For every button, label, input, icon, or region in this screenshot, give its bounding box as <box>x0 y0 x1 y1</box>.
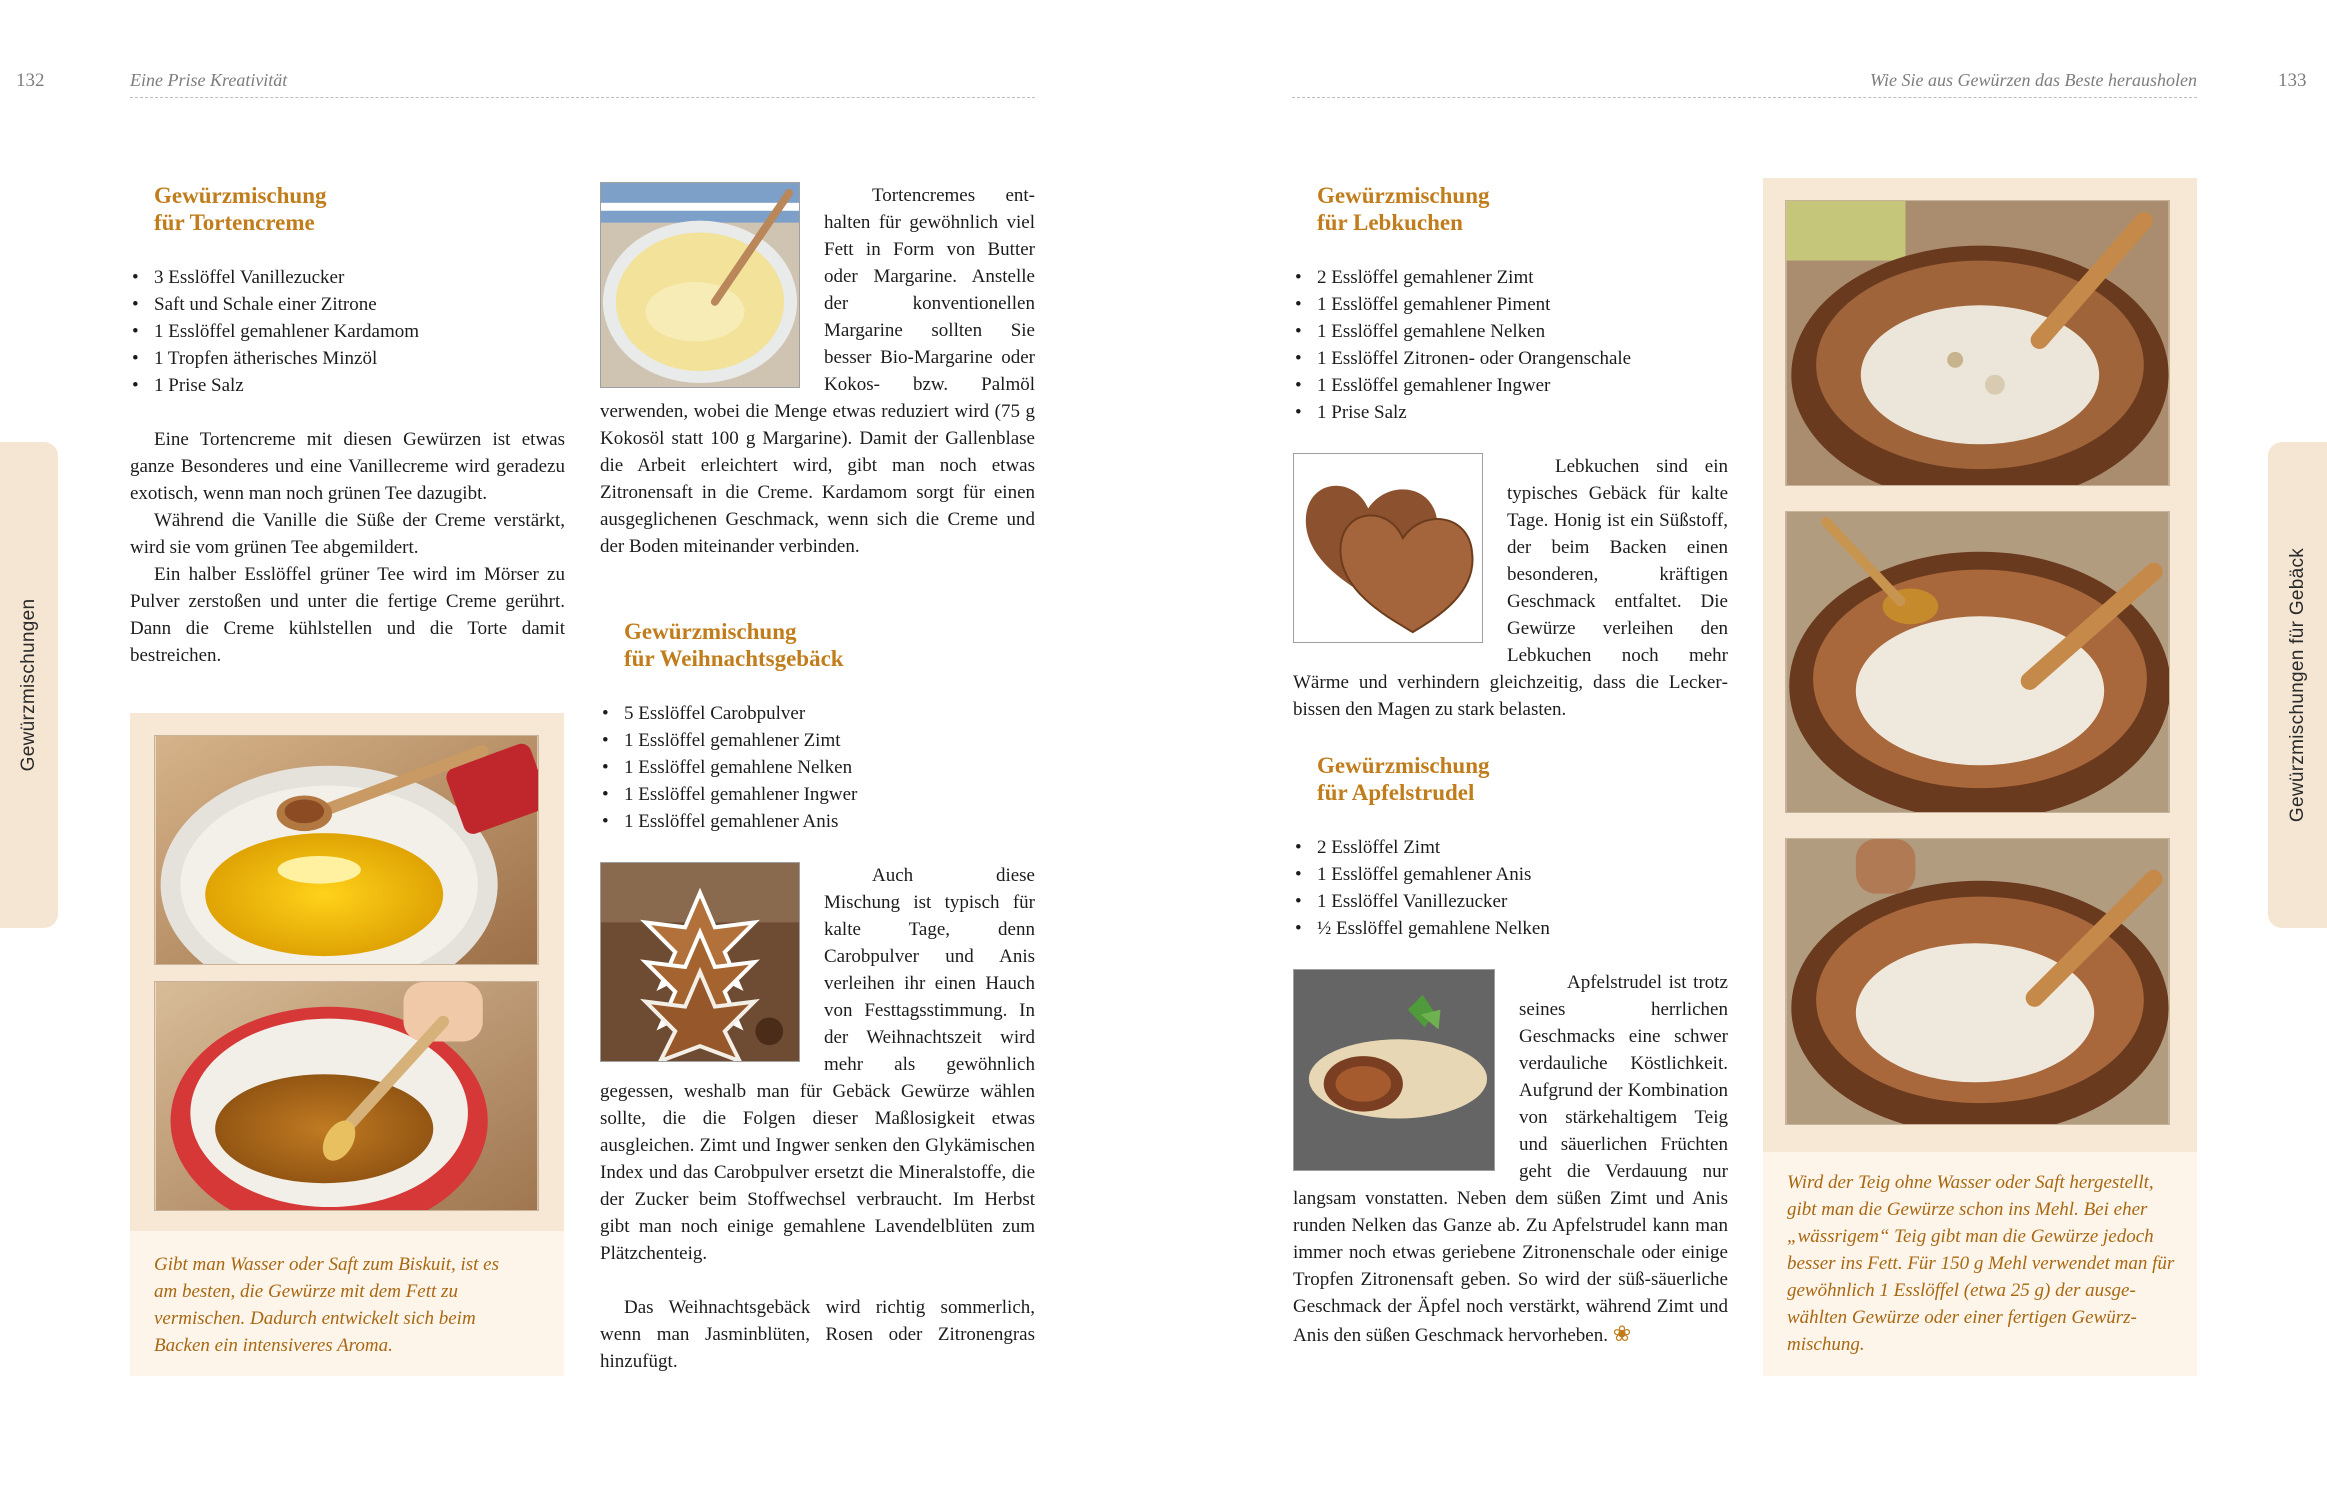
column-tortencreme-text <box>600 182 1035 560</box>
photo-caption-box-left <box>130 1231 564 1376</box>
paragraph: Lebkuchen sind ein typisches Gebäck für kalte Tage. Honig ist ein Süßstoff, der beim Backen einen besonderen, kräftigen Geschmack entfaltet. Die Gewürze verleihen den Lebkuchen noch mehr Wärme und verhindern gleichzeitig, dass die Leckerbissen den Magen zu stark belasten. <box>1293 456 1728 720</box>
list-item: • 1 Esslöffel gemahlener Ingwer <box>1293 372 1728 399</box>
photo-gingerbread-stars <box>600 862 800 1062</box>
recipe-title-line1: Gewürzmischung <box>154 183 327 208</box>
list-item: • 1 Esslöffel gemahlene Nelken <box>1293 318 1728 345</box>
list-item: • 1 Esslöffel gemahlener Piment <box>1293 291 1728 318</box>
photo-flour-bowl-3 <box>1785 838 2170 1125</box>
recipe-lebkuchen <box>1293 182 1728 723</box>
list-item: • 1 Esslöffel gemahlener Ingwer <box>600 781 1035 808</box>
list-item: • 2 Esslöffel Zimt <box>1293 834 1728 861</box>
recipe-body <box>1293 453 1728 723</box>
photo-box-left <box>130 713 564 1231</box>
end-of-section-ornament-icon: ❀ <box>1612 1321 1632 1346</box>
side-tab-left-label: Gewürzmischungen <box>18 598 39 772</box>
recipe-title <box>1293 182 1728 236</box>
page-number-right: 133 <box>2278 70 2307 91</box>
running-head-left: Eine Prise Kreativität <box>130 70 288 90</box>
list-item: • ½ Esslöffel gemahlene Nelken <box>1293 915 1728 942</box>
photo-caption-left: Gibt man Wasser oder Saft zum Biskuit, ist es am besten, die Gewürze mit dem Fett zu vermischen. Dadurch entwickelt sich beim Backen ein intensiveres Aroma. <box>154 1254 499 1356</box>
recipe-body <box>600 862 1035 1375</box>
recipe-title-line2: für Weihnachtsgebäck <box>624 646 844 671</box>
recipe-title-line2: für Lebkuchen <box>1317 210 1463 235</box>
photo-apfelstrudel <box>1293 969 1495 1171</box>
recipe-title-line2: für Apfelstrudel <box>1317 780 1475 805</box>
header-rule-left <box>130 97 1035 98</box>
list-item: • 1 Esslöffel Zitronen- oder Orangenschale <box>1293 345 1728 372</box>
paragraph: Tortencremes enthalten für gewöhnlich viel Fett in Form von Butter oder Margarine. Anstelle der konventionellen Margarine sollten Sie besser Bio-Margarine oder Kokos- bzw. Palmöl verwenden, wobei die Menge etwas reduziert wird (75 g Kokosöl statt 100 g Margarine). Damit der Gallenblase die Arbeit erleichtert wird, gibt man noch etwas Zitronensaft in die Creme. Kardamom sorgt für einen ausgeglichenen Geschmack, wenn sich die Creme und der Boden miteinander verbinden. <box>600 185 1035 557</box>
paragraph: Ein halber Esslöffel grüner Tee wird im Mörser zu Pulver zerstoßen und unter die fertige Creme gerührt. Dann die Creme kühlstellen und die Torte damit bestreichen. <box>130 564 565 666</box>
list-item: • Saft und Schale einer Zitrone <box>130 291 565 318</box>
list-item: • 1 Prise Salz <box>1293 399 1728 426</box>
photo-caption-right: Wird der Teig ohne Wasser oder Saft hergestellt, gibt man die Gewürze schon ins Mehl. Bei eher „wässrigem“ Teig gibt man die Gewürze jedoch besser ins Fett. Für 150 g Mehl verwendet man für gewöhnlich 1 Esslöffel (etwa 25 g) der ausgewählten Gewürze oder einer fertigen Gewürzmischung. <box>1787 1172 2175 1355</box>
list-item: • 1 Esslöffel Vanillezucker <box>1293 888 1728 915</box>
photo-cream-bowl <box>600 182 800 388</box>
list-item: • 1 Esslöffel gemahlener Anis <box>1293 861 1728 888</box>
list-item: • 1 Esslöffel gemahlene Nelken <box>600 754 1035 781</box>
page-number-left: 132 <box>16 70 45 91</box>
list-item: • 1 Esslöffel gemahlener Kardamom <box>130 318 565 345</box>
list-item: • 5 Esslöffel Carobpulver <box>600 700 1035 727</box>
paragraph: Während die Vanille die Süße der Creme verstärkt, wird sie vom grünen Tee abgemildert. <box>130 510 565 558</box>
photo-saucepan-butter <box>154 735 539 965</box>
recipe-title-line2: für Tortencreme <box>154 210 315 235</box>
list-item: • 1 Tropfen ätherisches Minzöl <box>130 345 565 372</box>
photo-flour-bowl-1 <box>1785 200 2170 486</box>
list-item: • 1 Prise Salz <box>130 372 565 399</box>
recipe-title <box>130 182 565 236</box>
side-tab-right-label: Gewürzmischungen für Gebäck <box>2286 547 2308 823</box>
recipe-title-line1: Gewürzmischung <box>1317 753 1490 778</box>
paragraph-text: Apfelstrudel ist trotz seines herrlichen Geschmacks eine schwer verdauliche Köstlichkeit. Aufgrund der Kombination von stärkehaltigem Teig und säuerlichen Früchten geht die Verdauung nur langsam vonstatten. Neben dem süßen Zimt und Anis runden Nelken das Ganze ab. Zu Apfelstrudel kann man immer noch etwas geriebene Zitronenschale oder einige Tropfen Zitronensaft geben. So wird der süß-säuerliche Geschmack der Äpfel noch verstärkt, während Zimt und Anis den süßen Geschmack hervorheben. <box>1293 972 1728 1346</box>
recipe-title-line1: Gewürzmischung <box>1317 183 1490 208</box>
recipe-body <box>130 426 565 669</box>
recipe-title-line1: Gewürzmischung <box>624 619 797 644</box>
running-head-right: Wie Sie aus Gewürzen das Beste herausholen <box>1870 70 2197 90</box>
ingredient-list <box>130 264 565 399</box>
recipe-tortencreme <box>130 182 565 669</box>
photo-caption-box-right <box>1763 1152 2197 1376</box>
list-item: • 2 Esslöffel gemahlener Zimt <box>1293 264 1728 291</box>
ingredient-list <box>600 700 1035 835</box>
list-item: • 1 Esslöffel gemahlener Anis <box>600 808 1035 835</box>
side-tab-right <box>2268 442 2327 928</box>
recipe-body <box>1293 969 1728 1349</box>
list-item: • 3 Esslöffel Vanillezucker <box>130 264 565 291</box>
ingredient-list <box>1293 834 1728 942</box>
paragraph: Auch diese Mischung ist typisch für kalte Tage, denn Carobpulver und Anis verleihen ihr einen Hauch von Festtagsstimmung. In der Weihnachtszeit wird mehr als gewöhnlich gegessen, weshalb man für Gebäck Gewürze wählen sollte, die die Folgen dieser Maßlosigkeit etwas ausgleichen. Zimt und Ingwer senken den Glykämischen Index und das Carobpulver ersetzt die Mineralstoffe, die der Zucker beim Stoffwechsel verbraucht. Im Herbst gibt man noch einige gemahlene Lavendelblüten zum Plätzchenteig. <box>600 865 1035 1264</box>
list-item: • 1 Esslöffel gemahlener Zimt <box>600 727 1035 754</box>
paragraph: Eine Tortencreme mit diesen Gewürzen ist etwas ganze Besonderes und eine Vanillecreme wird geradezu exotisch, wenn man noch grünen Tee dazugibt. <box>130 429 565 504</box>
paragraph: Das Weihnachtsgebäck wird richtig sommerlich, wenn man Jasminblüten, Rosen oder Zitronengras hinzufügt. <box>600 1297 1035 1372</box>
recipe-title <box>1293 752 1728 806</box>
recipe-weihnachtsgebaeck <box>600 618 1035 1375</box>
photo-lebkuchen-hearts <box>1293 453 1483 643</box>
photo-box-right <box>1763 178 2197 1152</box>
header-rule-right <box>1292 97 2197 98</box>
recipe-title <box>600 618 1035 672</box>
ingredient-list <box>1293 264 1728 426</box>
side-tab-left <box>0 442 58 928</box>
photo-flour-bowl-2 <box>1785 511 2170 813</box>
recipe-apfelstrudel <box>1293 752 1728 1349</box>
photo-saucepan-stirring <box>154 981 539 1211</box>
